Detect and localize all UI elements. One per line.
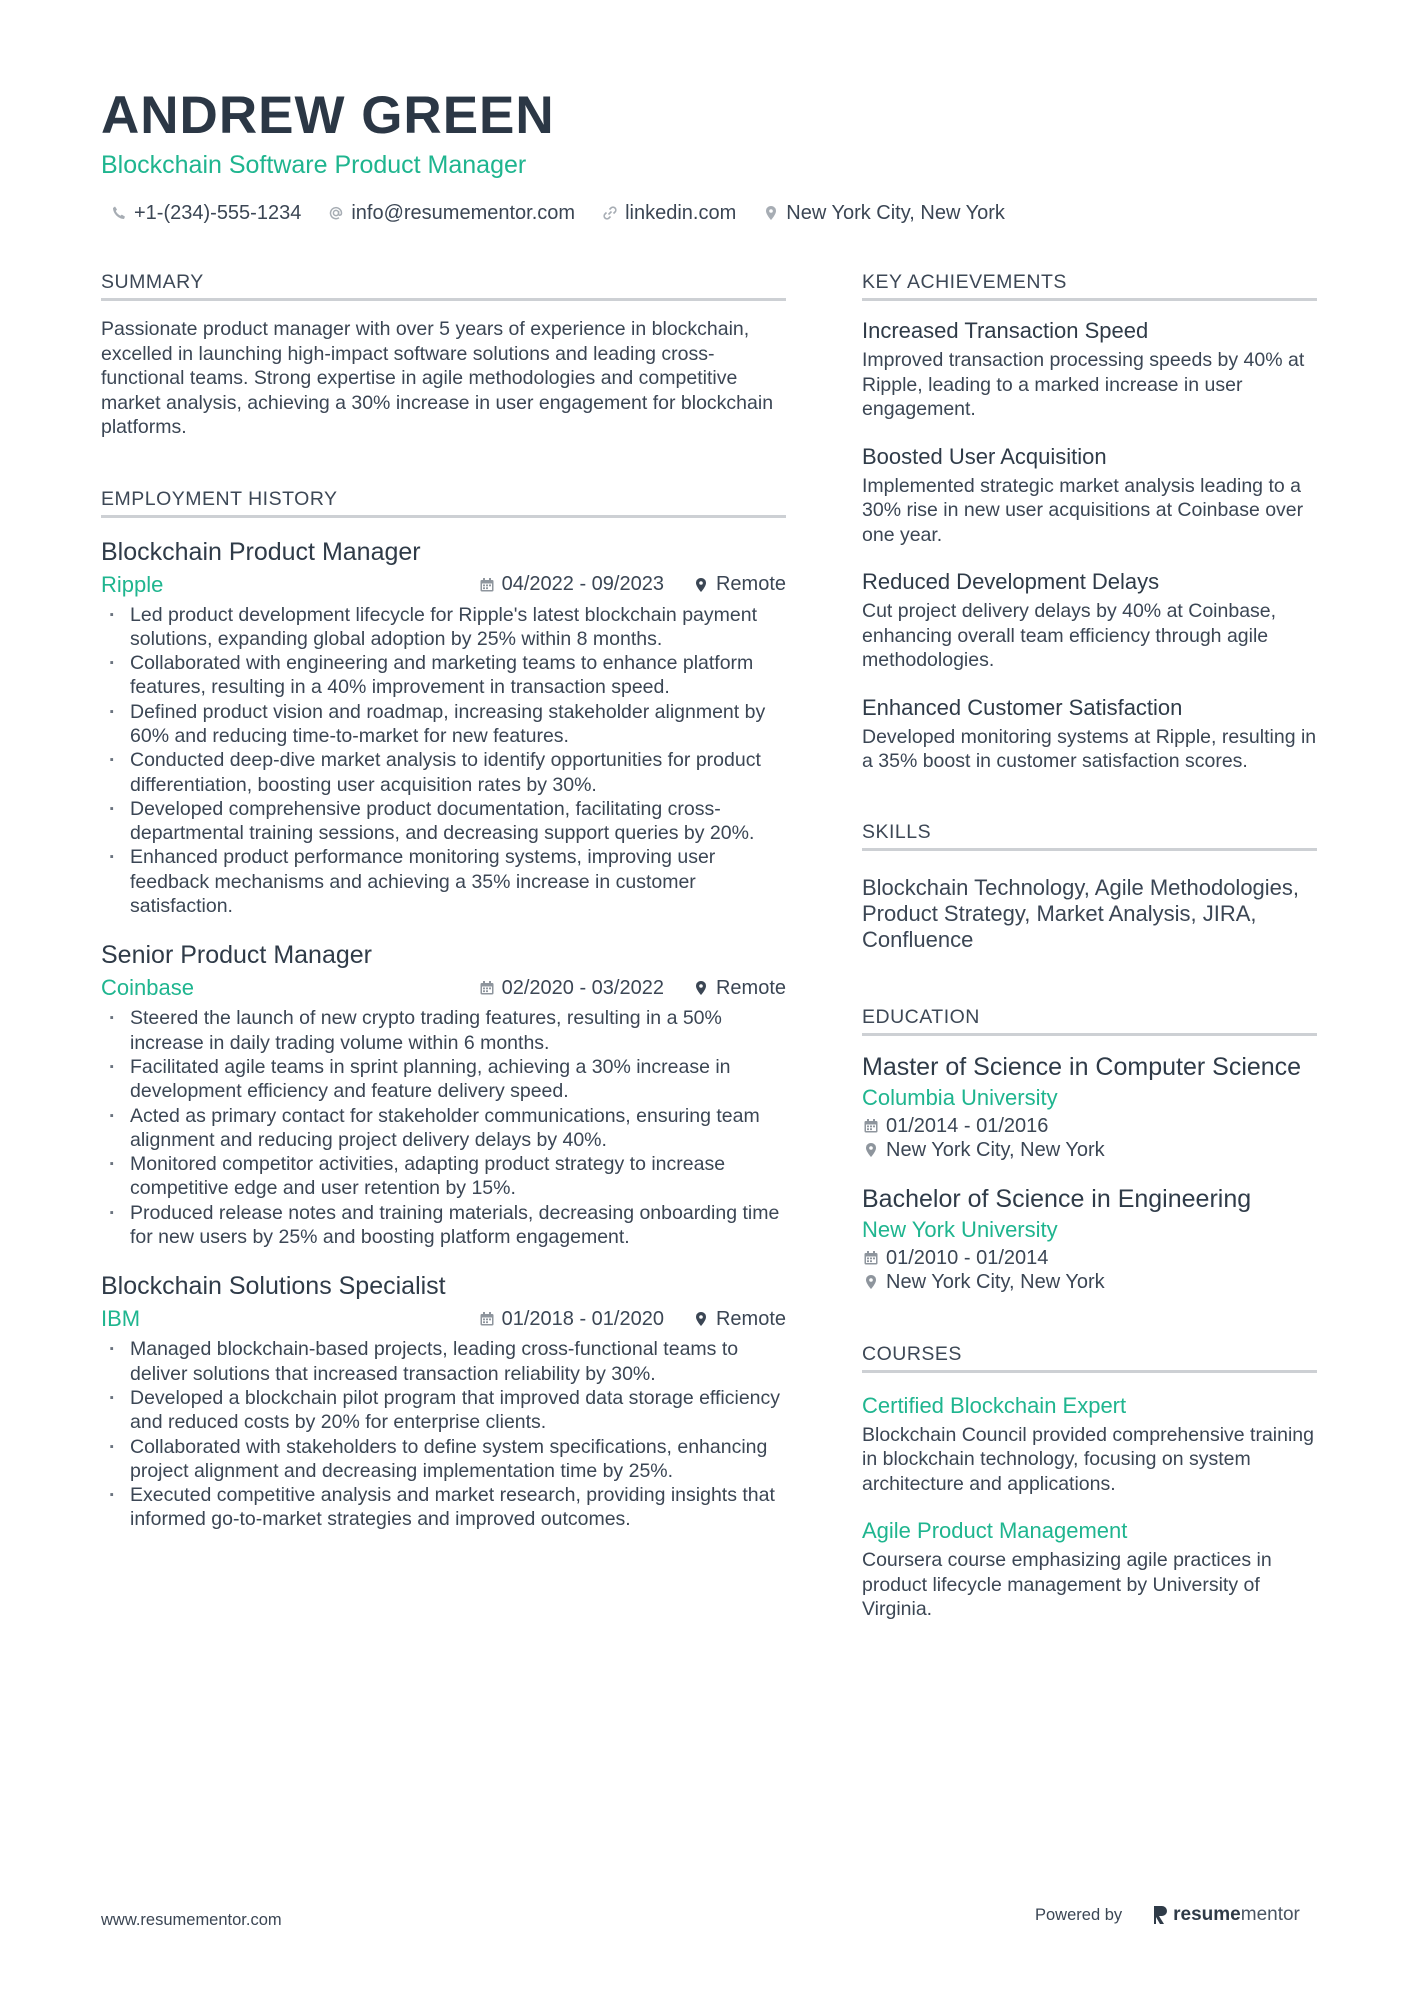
achievement-title: Reduced Development Delays xyxy=(862,569,1160,594)
achievement-item xyxy=(862,442,1317,548)
education-degree: Master of Science in Computer Science xyxy=(862,1052,1302,1081)
education-degree: Bachelor of Science in Engineering xyxy=(862,1184,1252,1213)
job-location-text: Remote xyxy=(715,573,786,595)
contact-bar xyxy=(110,198,1031,228)
achievement-title: Boosted User Acquisition xyxy=(862,443,1107,469)
location-pin-icon xyxy=(762,204,780,222)
education-heading: EDUCATION xyxy=(862,1003,1317,1036)
list-item: · Produced release notes and training materials, decreasing onboarding time for new users by 25% and boosting platform engagement. xyxy=(101,1201,786,1250)
education-location-text: New York City, New York xyxy=(886,1270,1105,1293)
location-pin-icon xyxy=(862,1141,880,1159)
job-entry xyxy=(101,535,786,919)
education-location xyxy=(862,1270,1317,1294)
course-desc: Coursera course emphasizing agile practices in product lifecycle management by University of Virginia. xyxy=(862,1549,1272,1620)
link-icon xyxy=(601,204,619,222)
education-dates xyxy=(862,1246,1317,1270)
education-item xyxy=(862,1184,1317,1294)
education-dates xyxy=(862,1114,1317,1138)
job-dates-text: 01/2018 - 01/2020 xyxy=(501,1307,664,1330)
course-item xyxy=(862,1516,1317,1622)
job-meta xyxy=(101,972,786,1004)
summary-heading: SUMMARY xyxy=(101,268,786,301)
education-location xyxy=(862,1138,1317,1162)
list-item: · Collaborated with stakeholders to define system specifications, enhancing project alignment and decreasing implementation time by 25%. xyxy=(101,1435,786,1484)
achievement-item xyxy=(862,567,1317,673)
course-title: Agile Product Management xyxy=(862,1518,1128,1543)
footer-powered-by xyxy=(1035,1904,1300,1926)
contact-linkedin-text: linkedin.com xyxy=(625,201,737,224)
contact-location xyxy=(762,202,1005,225)
job-location xyxy=(692,977,786,1000)
achievement-desc: Developed monitoring systems at Ripple, resulting in a 35% boost in customer satisfaction scores. xyxy=(862,725,1317,772)
job-bullets xyxy=(101,603,786,919)
contact-email-text: info@resumementor.com xyxy=(351,201,576,224)
contact-email[interactable] xyxy=(327,202,575,225)
contact-linkedin[interactable] xyxy=(601,202,736,225)
job-location xyxy=(692,573,786,596)
job-dates xyxy=(478,573,664,596)
job-bullets xyxy=(101,1006,786,1249)
job-meta xyxy=(101,569,786,601)
course-item xyxy=(862,1391,1317,1497)
job-bullets xyxy=(101,1337,786,1531)
job-company: Ripple xyxy=(101,571,164,597)
list-item: · Defined product vision and roadmap, increasing stakeholder alignment by 60% and reducing time-to-market for new features. xyxy=(101,700,786,749)
job-title: Senior Product Manager xyxy=(101,941,372,970)
job-location-text: Remote xyxy=(715,976,786,999)
job-meta xyxy=(101,1303,786,1335)
achievement-item xyxy=(862,316,1317,422)
location-pin-icon xyxy=(862,1273,880,1291)
list-item: · Managed blockchain-based projects, leading cross-functional teams to deliver solutions that increased transaction reliability by 30%. xyxy=(101,1337,786,1386)
contact-phone[interactable] xyxy=(110,202,301,225)
job-location-text: Remote xyxy=(715,1307,786,1330)
achievement-desc: Improved transaction processing speeds by 40% at Ripple, leading to a marked increase in user engagement. xyxy=(862,349,1305,420)
location-pin-icon xyxy=(692,1310,710,1328)
achievement-desc: Implemented strategic market analysis leading to a 30% rise in new user acquisitions at Coinbase over one year. xyxy=(862,474,1304,546)
footer-website[interactable]: www.resumementor.com xyxy=(101,1911,282,1929)
calendar-icon xyxy=(478,576,496,594)
achievement-title: Increased Transaction Speed xyxy=(862,318,1149,343)
powered-by-label: Powered by xyxy=(1035,1905,1123,1924)
job-dates xyxy=(478,977,664,1000)
list-item: · Collaborated with engineering and marketing teams to enhance platform features, resulting in a 40% improvement in transaction speed. xyxy=(101,651,786,700)
education-school: New York University xyxy=(862,1216,1058,1242)
course-desc: Blockchain Council provided comprehensive training in blockchain technology, focusing on system architecture and applications. xyxy=(862,1423,1314,1495)
job-title: Blockchain Solutions Specialist xyxy=(101,1272,446,1301)
contact-location-text: New York City, New York xyxy=(786,201,1005,224)
education-location-text: New York City, New York xyxy=(886,1138,1105,1161)
skills-heading: SKILLS xyxy=(862,818,1317,851)
list-item: · Acted as primary contact for stakeholder communications, ensuring team alignment and reducing project delivery delays by 40%. xyxy=(101,1104,786,1153)
calendar-icon xyxy=(862,1117,880,1135)
education-dates-text: 01/2010 - 01/2014 xyxy=(886,1246,1049,1269)
job-entry xyxy=(101,1269,786,1531)
list-item: · Steered the launch of new crypto trading features, resulting in a 50% increase in daily trading volume within 6 months. xyxy=(101,1006,786,1055)
job-company: IBM xyxy=(101,1306,141,1332)
calendar-icon xyxy=(862,1249,880,1267)
phone-icon xyxy=(110,204,128,222)
job-dates-text: 02/2020 - 03/2022 xyxy=(501,976,664,999)
candidate-name: ANDREW GREEN xyxy=(101,86,555,145)
education-item xyxy=(862,1052,1317,1162)
right-column xyxy=(862,268,1317,1622)
brand-logo[interactable] xyxy=(1152,1904,1300,1926)
left-column xyxy=(101,268,786,1532)
list-item: · Developed comprehensive product documentation, facilitating cross-departmental training sessions, and decreasing support queries by 20%. xyxy=(101,797,786,846)
achievement-item xyxy=(862,693,1317,774)
education-dates-text: 01/2014 - 01/2016 xyxy=(886,1114,1049,1137)
calendar-icon xyxy=(478,1310,496,1328)
courses-heading: COURSES xyxy=(862,1340,1317,1373)
list-item: · Enhanced product performance monitoring systems, improving user feedback mechanisms and achieving a 35% increase in customer satisfaction. xyxy=(101,845,786,918)
list-item: · Developed a blockchain pilot program that improved data storage efficiency and reduced costs by 20% for enterprise clients. xyxy=(101,1386,786,1435)
summary-text: Passionate product manager with over 5 years of experience in blockchain, excelled in launching high-impact software solutions and leading cross-functional teams. Strong expertise in agile methodologies and competitive market analysis, achieving a 30% increase in user engagement for blockchain platforms. xyxy=(101,318,774,438)
location-pin-icon xyxy=(692,576,710,594)
employment-heading: EMPLOYMENT HISTORY xyxy=(101,485,786,518)
job-location xyxy=(692,1308,786,1331)
calendar-icon xyxy=(478,979,496,997)
list-item: · Conducted deep-dive market analysis to identify opportunities for product differentiation, boosting user acquisition rates by 30%. xyxy=(101,748,786,797)
list-item: · Monitored competitor activities, adapting product strategy to increase competitive edge and user retention by 15%. xyxy=(101,1152,786,1201)
brand-logo-icon xyxy=(1152,1905,1168,1925)
achievements-heading: KEY ACHIEVEMENTS xyxy=(862,268,1317,301)
job-title: Blockchain Product Manager xyxy=(101,537,421,566)
course-title: Certified Blockchain Expert xyxy=(862,1392,1127,1418)
job-entry xyxy=(101,938,786,1249)
at-icon xyxy=(327,204,345,222)
job-company: Coinbase xyxy=(101,975,194,1001)
skills-text: Blockchain Technology, Agile Methodologies, Product Strategy, Market Analysis, JIRA, Confluence xyxy=(862,874,1300,952)
list-item: · Executed competitive analysis and market research, providing insights that informed go-to-market strategies and improved outcomes. xyxy=(101,1483,786,1532)
achievement-title: Enhanced Customer Satisfaction xyxy=(862,694,1183,720)
achievement-desc: Cut project delivery delays by 40% at Coinbase, enhancing overall team efficiency through agile methodologies. xyxy=(862,600,1277,671)
job-dates xyxy=(478,1308,664,1331)
list-item: · Facilitated agile teams in sprint planning, achieving a 30% increase in development efficiency and feature delivery speed. xyxy=(101,1055,786,1104)
brand-name-bold: resume xyxy=(1173,1904,1241,1925)
education-school: Columbia University xyxy=(862,1084,1058,1110)
job-dates-text: 04/2022 - 09/2023 xyxy=(501,573,664,595)
list-item: · Led product development lifecycle for Ripple's latest blockchain payment solutions, expanding global adoption by 25% within 8 months. xyxy=(101,603,786,652)
contact-phone-text: +1-(234)-555-1234 xyxy=(134,201,302,224)
location-pin-icon xyxy=(692,979,710,997)
candidate-role: Blockchain Software Product Manager xyxy=(101,151,527,179)
brand-name-light: mentor xyxy=(1240,1904,1300,1925)
